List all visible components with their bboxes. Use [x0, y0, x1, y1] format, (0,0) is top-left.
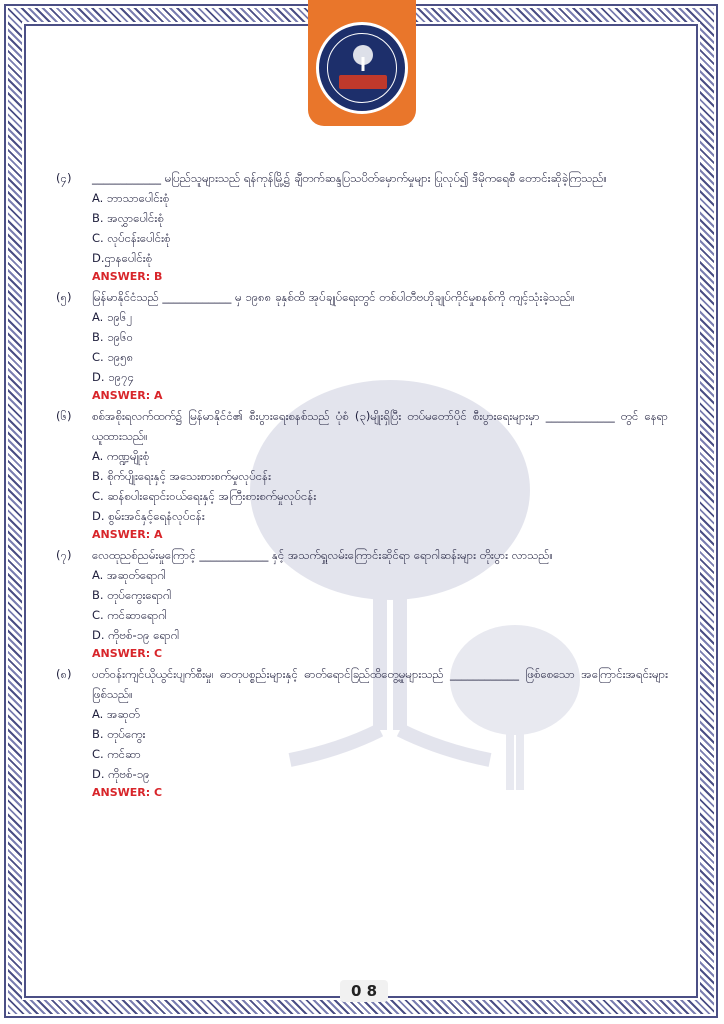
question-number: (၆)	[56, 409, 72, 423]
option-b: B. အလွှာပေါင်းစုံ	[92, 211, 164, 225]
answer-label: ANSWER: C	[92, 786, 163, 799]
question-number: (၇)	[56, 548, 72, 562]
question-text: မြန်မာနိုင်ငံသည် ____________ မှ ၁၉၈၈ ခုနှစ်ထိ အုပ်ချုပ်ရေးတွင် တစ်ပါတီဗဟိုချုပ်ကိုင်မှုစနစ်ကို ကျင့်သုံးခဲ့သည်။	[92, 290, 575, 304]
book-icon	[339, 75, 387, 89]
question-4	[56, 168, 668, 285]
question-number: (၈)	[56, 667, 72, 681]
question-text: လေထုညစ်ညမ်းမှုကြောင့် ____________ နှင့် အသက်ရှူလမ်းကြောင်းဆိုင်ရာ ရောဂါဆန်းများ တိုးပွား လာသည်။	[92, 548, 553, 562]
question-list	[56, 168, 668, 803]
option-b: B. စိုက်ပျိုးရေးနှင့် အသေးစားစက်မှုလုပ်ငန်း	[92, 469, 272, 483]
question-text: ပတ်ဝန်းကျင်ယိုယွင်းပျက်စီးမှု၊ ဓာတုပစ္စည်းများနှင့် ဓာတ်ရောင်ခြည်ထိတွေ့မှုများသည် ____________ ဖြစ်စေသော အကြောင်းအရင်းများဖြစ်သည်။	[92, 667, 668, 701]
question-7	[56, 545, 668, 662]
option-b: B. တုပ်ကွေးရောဂါ	[92, 588, 172, 602]
option-c: C. ဆန်စပါးရောင်းဝယ်ရေးနှင့် အကြီးစားစက်မှုလုပ်ငန်း	[92, 489, 317, 503]
question-text: ____________ မပြည်သူများသည် ရန်ကုန်မြို့၌ ချီတက်ဆန္ဒပြသပိတ်မှောက်မှုများ ပြုလုပ်၍ ဒီမိုကရေစီ တောင်းဆိုခဲ့ကြသည်။	[92, 171, 608, 185]
option-c: C. ၁၉၅၈	[92, 350, 134, 364]
option-c: C. လုပ်ငန်းပေါင်းစုံ	[92, 231, 171, 245]
option-d: D. ၁၉၇၄	[92, 370, 135, 384]
option-d: D. ကိုဗစ်-၁၉	[92, 767, 150, 781]
option-d: D. ကိုဗစ်-၁၉ ရောဂါ	[92, 628, 180, 642]
option-c: C. ကင်ဆာ	[92, 747, 141, 761]
question-5	[56, 287, 668, 404]
question-6	[56, 406, 668, 543]
option-a: A. ဘာသာပေါင်းစုံ	[92, 191, 170, 205]
question-8	[56, 664, 668, 801]
option-a: A. အဆုတ်ရောဂါ	[92, 568, 166, 582]
option-a: A. ၁၉၆၂	[92, 310, 133, 324]
option-c: C. ကင်ဆာရောဂါ	[92, 608, 167, 622]
option-d: D. စွမ်းအင်နှင့်ရေနံလုပ်ငန်း	[92, 509, 205, 523]
option-b: B. ၁၉၆၀	[92, 330, 134, 344]
answer-label: ANSWER: A	[92, 528, 163, 541]
answer-label: ANSWER: A	[92, 389, 163, 402]
option-a: A. အဆုတ်	[92, 707, 140, 721]
answer-label: ANSWER: B	[92, 270, 163, 283]
option-d: D.ဌာနပေါင်းစုံ	[92, 251, 153, 265]
page-number: 0 8	[340, 980, 388, 1002]
option-a: A. ကဏ္ဍမျိုးစုံ	[92, 449, 150, 463]
question-number: (၅)	[56, 290, 72, 304]
tree-icon	[343, 43, 383, 73]
school-logo	[316, 22, 408, 114]
question-number: (၄)	[56, 171, 72, 185]
option-b: B. တုပ်ကွေး	[92, 727, 146, 741]
answer-label: ANSWER: C	[92, 647, 163, 660]
question-text: စစ်အစိုးရလက်ထက်၌ မြန်မာနိုင်ငံ၏ စီးပွားရေးစနစ်သည် ပုံစံ (၃)မျိုးရှိပြီး တပ်မတော်ပိုင် စီးပွားရေးများမှာ ____________ တွင် နေရာယူထားသည်။	[92, 409, 668, 443]
